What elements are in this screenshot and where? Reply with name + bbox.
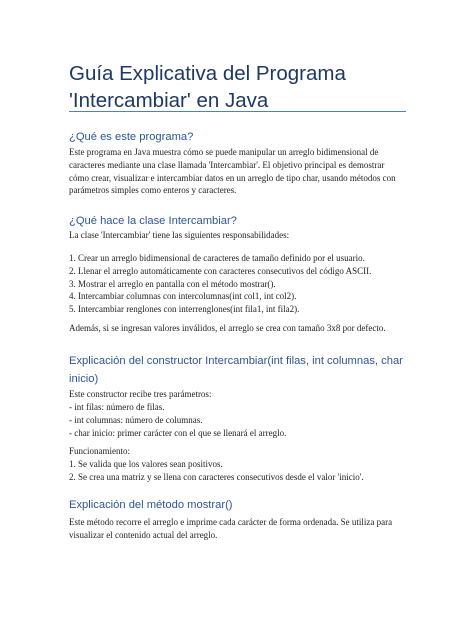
- section-heading-que-es: ¿Qué es este programa?: [69, 131, 194, 143]
- section-intro-constructor: Este constructor recibe tres parámetros:: [69, 389, 212, 399]
- body-line: Este programa en Java muestra cómo se puede manipular un arreglo bidimensional de: [69, 147, 379, 157]
- section-heading-clase: ¿Qué hace la clase Intercambiar?: [69, 215, 237, 227]
- list-item: 5. Intercambiar renglones con interrenglones(int fila1, int fila2).: [69, 304, 300, 315]
- list-item: 4. Intercambiar columnas con intercolumnas(int col1, int col2).: [69, 291, 297, 302]
- section-note-clase: Además, si se ingresan valores inválidos, el arreglo se crea con tamaño 3x8 por defecto.: [69, 323, 386, 333]
- body-line: visualizar el contenido actual del arreglo.: [69, 529, 218, 540]
- section-heading-constructor: [69, 352, 403, 388]
- title-line-1: Guía Explicativa del Programa: [69, 62, 346, 85]
- section-intro-clase: La clase 'Intercambiar' tiene las siguientes responsabilidades:: [69, 230, 290, 240]
- heading-line: inicio): [69, 373, 99, 385]
- responsibilities-list: [69, 252, 409, 316]
- section-body-que-es: [69, 146, 409, 197]
- funcionamiento-label: Funcionamiento:: [69, 446, 130, 456]
- title-line-2: 'Intercambiar' en Java: [69, 89, 269, 112]
- body-line: caracteres mediante una clase llamada 'Intercambiar'. El objetivo principal es demostrar: [69, 159, 385, 170]
- section-body-mostrar: [69, 516, 409, 542]
- section-heading-mostrar: Explicación del método mostrar(): [69, 499, 233, 511]
- title-divider: [69, 111, 406, 112]
- params-list: [69, 401, 409, 439]
- list-item: 2. Llenar el arreglo automáticamente con caracteres consecutivos del código ASCII.: [69, 265, 372, 276]
- body-line: Este método recorre el arreglo e imprime cada carácter de forma ordenada. Se utiliza para: [69, 517, 393, 527]
- list-item: - int filas: número de filas.: [69, 402, 165, 412]
- list-item: - int columnas: número de columnas.: [69, 414, 203, 425]
- list-item: 2. Se crea una matriz y se llena con caracteres consecutivos desde el valor 'inicio'.: [69, 471, 364, 482]
- funcionamiento-list: [69, 458, 409, 484]
- heading-line: Explicación del constructor Intercambiar(int filas, int columnas, char: [69, 355, 403, 367]
- list-item: 3. Mostrar el arreglo en pantalla con el método mostrar().: [69, 278, 276, 289]
- list-item: 1. Se valida que los valores sean positivos.: [69, 459, 223, 469]
- list-item: - char inicio: primer carácter con el que se llenará el arreglo.: [69, 427, 287, 438]
- document-title: [69, 60, 409, 114]
- list-item: 1. Crear un arreglo bidimensional de caracteres de tamaño definido por el usuario.: [69, 253, 365, 263]
- body-line: parámetros simples como enteros y caracteres.: [69, 185, 237, 196]
- body-line: cómo crear, visualizar e intercambiar datos en un arreglo de tipo char, usando métodos con: [69, 172, 396, 183]
